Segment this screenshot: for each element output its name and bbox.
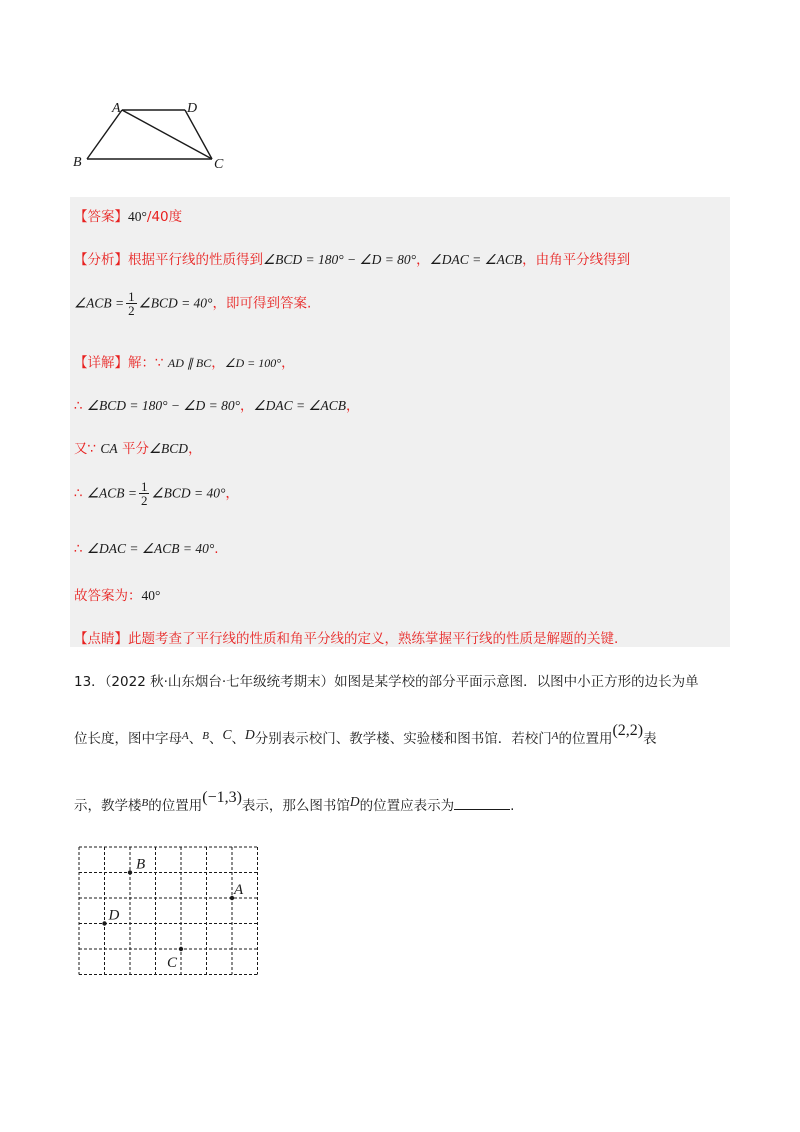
- question-text-2c: 的位置用: [558, 731, 613, 747]
- detail-conclusion: ∠DAC = ∠ACB = 40°: [86, 541, 215, 556]
- because-symbol-2: ∵: [87, 441, 97, 457]
- detail-end-comma-2: ，: [346, 398, 360, 414]
- question-text-3c: 表示，那么图书馆: [241, 798, 350, 814]
- detail-line-1: [74, 351, 295, 371]
- vertex-label-c: C: [214, 157, 224, 172]
- detail-formula-parallel: AD ∥ BC: [167, 356, 212, 370]
- fraction-numerator-2: 1: [140, 479, 148, 494]
- detail-formula-bcd: ∠BCD = 180° − ∠D = 80°: [86, 398, 240, 413]
- detail-you: 又: [74, 441, 88, 457]
- detail-formula-dac: ∠DAC = ∠ACB: [253, 398, 347, 413]
- answer-line: [74, 205, 182, 225]
- question-text-3d: 的位置应表示为: [359, 798, 455, 814]
- analysis-sep: ，: [416, 252, 430, 268]
- detail-angle-bcd: ∠BCD: [148, 441, 189, 456]
- question-source: （2022 秋·山东烟台·七年级统考期末）: [104, 674, 335, 690]
- analysis-formula-3-left: ∠ACB =: [74, 295, 125, 311]
- letter-b-2: B: [141, 797, 149, 809]
- school-map-grid: [74, 842, 274, 982]
- detail-comma: ，: [211, 355, 225, 371]
- therefore-symbol: ∴: [74, 398, 83, 414]
- detail-acb-left: ∠ACB =: [86, 485, 137, 501]
- analysis-text-3: ，即可得到答案.: [212, 295, 312, 312]
- coordinate-a: (2,2): [612, 722, 644, 739]
- detail-line-3: [74, 437, 202, 457]
- analysis-fraction: [126, 290, 137, 317]
- comment-line: [74, 627, 618, 647]
- question-text-3a: 示，教学楼: [74, 798, 142, 814]
- detail-comma-2: ，: [239, 398, 254, 414]
- analysis-formula-3-right: ∠BCD = 40°: [138, 295, 213, 311]
- detail-end-comma-3: ，: [188, 441, 202, 457]
- answer-value: 40°: [128, 209, 147, 224]
- analysis-line-1: [74, 248, 630, 268]
- detail-tag: 【详解】: [74, 355, 128, 371]
- detail-line-4: [74, 480, 239, 507]
- point-label-b: B: [136, 856, 146, 873]
- point-label-d: D: [108, 907, 120, 924]
- question-13-line-1: [74, 670, 699, 690]
- point-b: [128, 870, 132, 874]
- coordinate-b: (−1,3): [202, 789, 242, 806]
- final-answer-value: 40°: [141, 588, 161, 603]
- fraction-denominator: 2: [128, 303, 135, 318]
- point-d: [102, 921, 106, 925]
- detail-jie: 解：: [128, 355, 155, 371]
- letter-c: C: [222, 727, 232, 742]
- analysis-text-2: ，由角平分线得到: [522, 252, 631, 268]
- question-text-2a: 位长度，图中字母: [74, 731, 182, 747]
- question-text-2d: 表: [643, 731, 657, 747]
- letter-a-2: A: [551, 730, 559, 742]
- analysis-line-2: [74, 290, 311, 317]
- detail-formula-angle-d: ∠D = 100°: [224, 356, 282, 370]
- letter-a: A: [182, 730, 189, 742]
- question-13-line-2: [74, 722, 657, 747]
- detail-final: [74, 584, 160, 604]
- analysis-text-1: 根据平行线的性质得到: [128, 252, 263, 268]
- therefore-symbol-3: ∴: [74, 541, 83, 557]
- letter-d: D: [244, 727, 255, 742]
- question-text-3b: 的位置用: [148, 798, 203, 814]
- question-13-line-3: [74, 789, 514, 814]
- dun-2: 、: [208, 731, 223, 747]
- trapezoid-figure: [70, 96, 240, 176]
- final-answer-label: 故答案为：: [74, 588, 142, 604]
- letter-d-2: D: [349, 794, 360, 809]
- question-text-1: 如图是某学校的部分平面示意图．以图中小正方形的边长为单: [334, 674, 699, 690]
- dun-3: 、: [231, 731, 245, 747]
- vertex-label-d: D: [187, 101, 198, 116]
- detail-bisect: 平分: [121, 441, 149, 457]
- question-period: .: [510, 798, 515, 814]
- fraction-denominator-2: 2: [140, 493, 148, 508]
- analysis-formula-2: ∠DAC = ∠ACB: [429, 252, 523, 267]
- analysis-formula-1: ∠BCD = 180° − ∠D = 80°: [263, 252, 417, 267]
- detail-acb-right: ∠BCD = 40°: [151, 485, 226, 501]
- detail-ca: CA: [100, 441, 118, 456]
- dun-1: 、: [188, 731, 203, 747]
- answer-blank[interactable]: [454, 795, 510, 810]
- vertex-label-a: A: [112, 101, 121, 116]
- question-number: 13．: [74, 674, 105, 690]
- answer-alt: /40度: [146, 209, 183, 225]
- point-label-a: A: [234, 882, 244, 898]
- answer-tag: 【答案】: [74, 209, 128, 225]
- letter-b: B: [202, 730, 209, 742]
- comment-tag: 【点睛】: [74, 631, 128, 647]
- because-symbol: ∵: [155, 355, 164, 371]
- detail-fraction: [139, 480, 150, 507]
- analysis-tag: 【分析】: [74, 252, 128, 268]
- detail-end-comma: ，: [281, 355, 295, 371]
- detail-line-5: [74, 541, 219, 557]
- fraction-numerator: 1: [128, 289, 135, 304]
- point-c: [179, 947, 183, 951]
- detail-period: .: [214, 541, 219, 557]
- detail-end-comma-4: ，: [225, 485, 239, 502]
- detail-line-2: [74, 394, 360, 414]
- comment-text: 此题考查了平行线的性质和角平分线的定义，熟练掌握平行线的性质是解题的关键.: [128, 631, 619, 647]
- point-label-c: C: [167, 955, 178, 971]
- question-text-2b: 分别表示校门、教学楼、实验楼和图书馆．若校门: [254, 731, 552, 747]
- vertex-label-b: B: [73, 155, 82, 170]
- therefore-symbol-2: ∴: [74, 485, 83, 502]
